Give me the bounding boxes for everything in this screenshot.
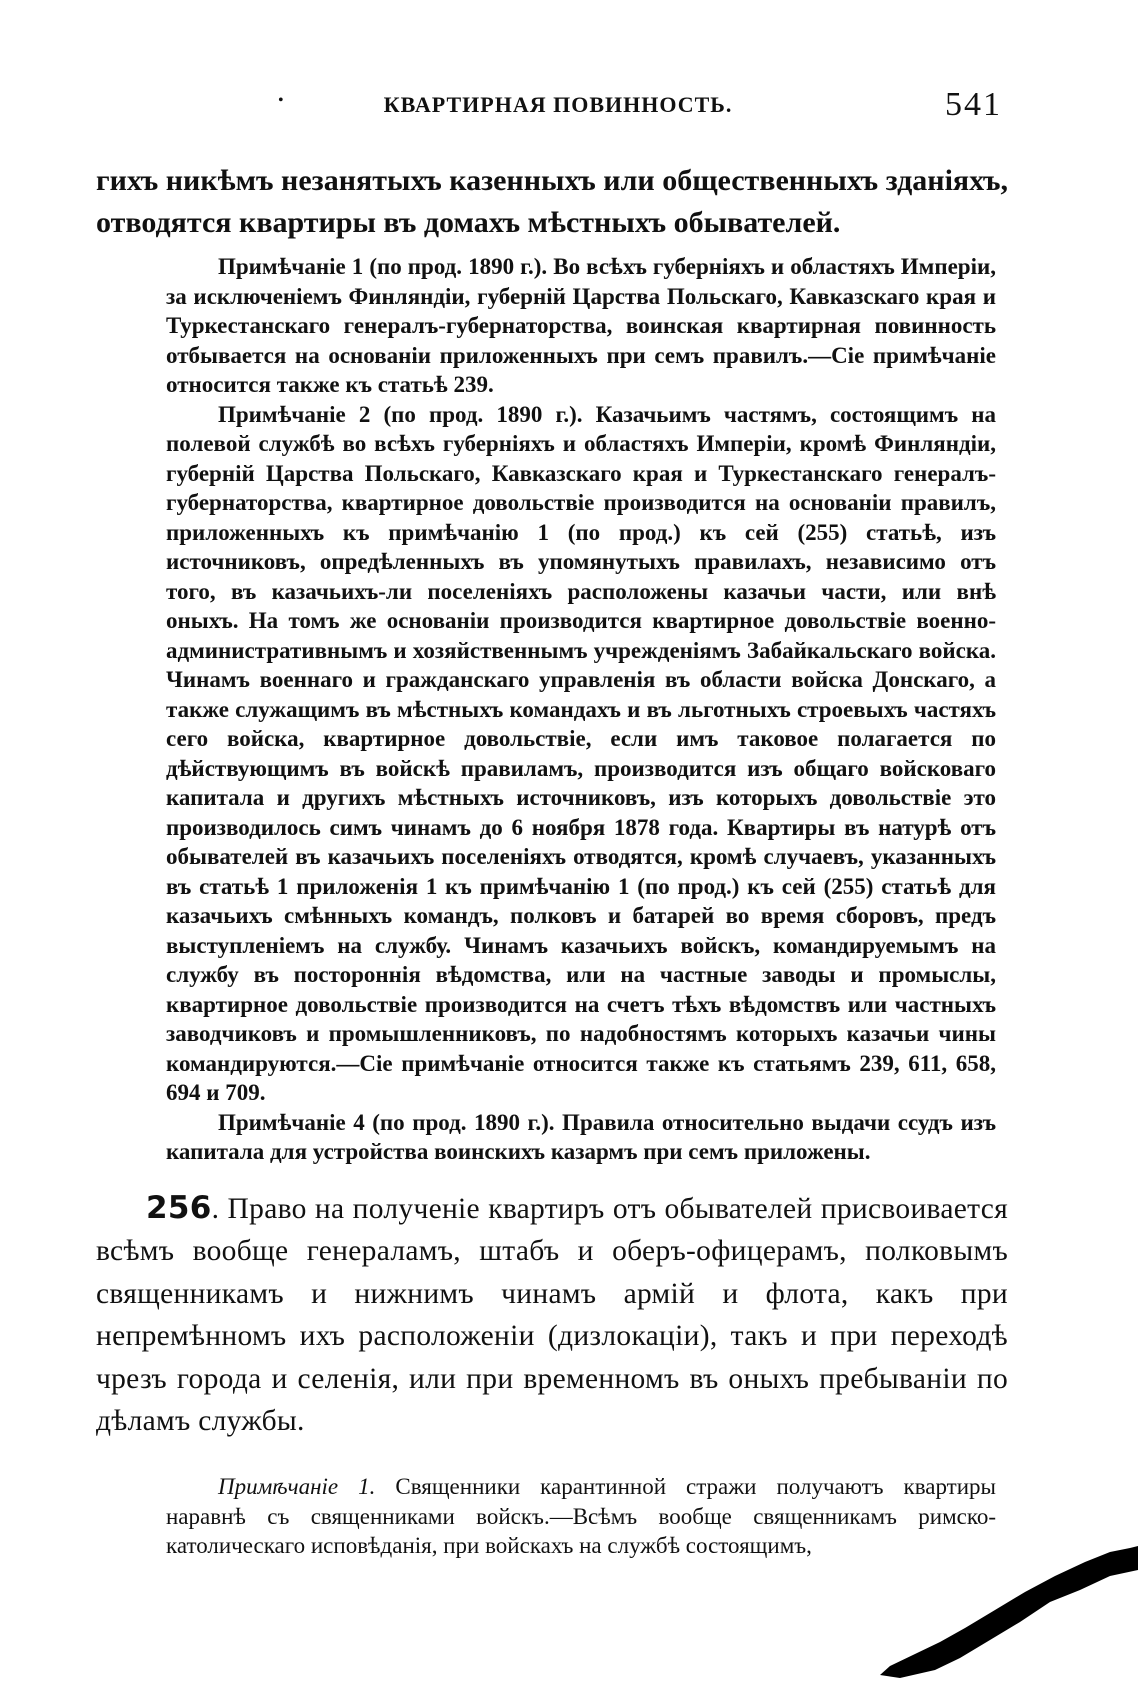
final-note-text: Священники карантинной стражи получаютъ квартиры наравнѣ съ священниками войскъ.—Всѣмъ вообще священникамъ римско-католическаго исповѣданія, при войскахъ на службѣ состоящимъ,	[166, 1474, 996, 1558]
article-256	[96, 1187, 1008, 1443]
note-4-text: (по прод. 1890 г.). Правила относительно выдачи ссудъ изъ капитала для устройства воинскихъ казармъ при семъ приложены.	[166, 1109, 996, 1164]
note-2	[166, 400, 996, 1108]
main-paragraph: гихъ никѣмъ незанятыхъ казенныхъ или общественныхъ зданіяхъ, отводятся квартиры въ домахъ мѣстныхъ обывателей.	[96, 164, 1008, 239]
note-1-label: Примѣчаніе 1	[218, 254, 364, 279]
article-number: 256	[146, 1189, 212, 1226]
note-4	[166, 1108, 996, 1167]
note-1	[166, 252, 996, 400]
article-text: . Право на полученіе квартиръ отъ обывателей присвоивается всѣмъ вообще генераламъ, штабъ и оберъ-офицерамъ, полковымъ священникамъ и нижнимъ чинамъ армій и флота, какъ при непремѣнномъ ихъ расположеніи (дизлокаціи), такъ и при переходѣ чрезъ города и селенія, или при временномъ въ оныхъ пребываніи по дѣламъ службы.	[96, 1192, 1008, 1437]
page-number: 541	[945, 86, 1002, 123]
scan-ink-smudge	[860, 1530, 1140, 1680]
header-dot: •	[278, 92, 284, 109]
note-4-label: Примѣчаніе 4	[218, 1109, 365, 1135]
header-title: КВАРТИРНАЯ ПОВИННОСТЬ.	[383, 92, 733, 117]
note-1-text: (по прод. 1890 г.). Во всѣхъ губерніяхъ и областяхъ Имперіи, за исключеніемъ Финляндіи, губерній Царства Польскаго, Кавказскаго края и Туркестанскаго генералъ-губернаторства, воинская квартирная повинность отбывается на основаніи приложенныхъ при семъ правилъ.—Сіе примѣчаніе относится также къ статьѣ 239.	[166, 254, 996, 397]
note-2-label: Примѣчаніе 2	[218, 401, 371, 427]
running-header	[96, 86, 1020, 122]
note-2-text: (по прод. 1890 г.). Казачьимъ частямъ, состоящимъ на полевой службѣ во всѣхъ губерніяхъ и областяхъ Имперіи, кромѣ Финляндіи, губерній Царства Польскаго, Кавказскаго края и Туркестанскаго генералъ-губернаторства, квартирное довольствіе производится на основаніи правилъ, приложенныхъ къ примѣчанію 1 (по прод.) къ сей (255) статьѣ, изъ источниковъ, опредѣленныхъ въ упомянутыхъ правилахъ, независимо отъ того, въ казачьихъ-ли поселеніяхъ расположены казачьи части, или внѣ оныхъ. На томъ же основаніи производится квартирное довольствіе военно-административнымъ и хозяйственнымъ учрежденіямъ Забайкальскаго войска. Чинамъ военнаго и гражданскаго управленія въ области войска Донскаго, а также служащимъ въ мѣстныхъ командахъ и въ льготныхъ строевыхъ частяхъ сего войска, квартирное довольствіе, если имъ таковое полагается по дѣйствующимъ въ войскѣ правиламъ, производится изъ общаго войсковаго капитала и другихъ мѣстныхъ источниковъ, изъ которыхъ довольствіе это производилось симъ чинамъ до 6 ноября 1878 года. Квартиры въ натурѣ отъ обывателей въ казачьихъ поселеніяхъ отводятся, кромѣ случаевъ, указанныхъ въ статьѣ 1 приложенія 1 къ примѣчанію 1 (по прод.) къ сей (255) статьѣ для казачьихъ смѣнныхъ командъ, полковъ и батарей во время сборовъ, предъ выступленіемъ на службу. Чинамъ казачьихъ войскъ, командируемымъ на службу въ постороннія вѣдомства, или на частные заводы и промыслы, квартирное довольствіе производится на счетъ тѣхъ вѣдомствъ или частныхъ заводчиковъ и промышленниковъ, по надобностямъ которыхъ казачьи чины командируются.—Сіе примѣчаніе относится также къ статьямъ 239, 611, 658, 694 и 709.	[166, 401, 996, 1105]
page-content	[96, 160, 1008, 1561]
final-note-label: Примѣчаніе 1.	[218, 1474, 376, 1499]
